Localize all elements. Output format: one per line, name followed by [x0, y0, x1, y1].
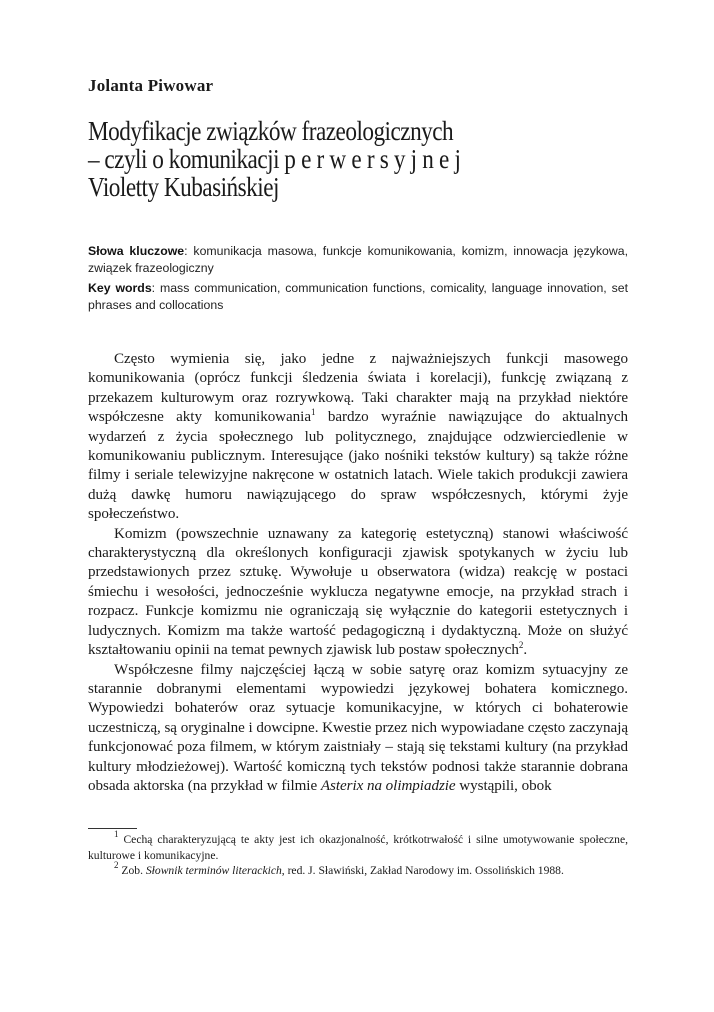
footnote-2-text-b: , red. J. Sławiński, Zakład Narodowy im. Ossolińskich 1988. — [281, 864, 564, 877]
title-line-1: Modyfikacje związków frazeologicznych — [88, 116, 454, 146]
paragraph-2-text-b: . — [523, 642, 528, 659]
paragraph-1-text-b: bardzo wyraźnie nawiązujące do aktualnych wydarzeń z życia społecznego lub politycznego, znajdujące odzwierciedlenie w komunikowaniu publicznym. Interesujące (jako nośniki tekstów kultury) są także różne filmy i seriale telewizyjne nakręcone w ostatnich latach. Wiele takich produkcji zawiera dużą dawkę humoru nawiązującego do spraw współczesnych, którymi żyje społeczeństwo. — [88, 409, 628, 523]
body-paragraph-1 — [88, 350, 628, 525]
title-line-3: Violetty Kubasińskiej — [88, 172, 279, 202]
keywords-english — [88, 280, 628, 313]
footnote-1 — [88, 829, 628, 863]
footnote-1-paragraph — [88, 829, 628, 863]
title-line-2-spaced: perwersyjnej — [284, 144, 467, 174]
body-paragraph-2 — [88, 525, 628, 661]
keywords-polish-text: : komunikacja masowa, funkcje komunikowania, komizm, innowacja językowa, związek frazeologiczny — [88, 244, 628, 275]
footnote-divider — [88, 828, 137, 829]
footnote-2-book-title: Słownik terminów literackich — [145, 864, 282, 877]
footnote-ref-2: 2 — [518, 640, 524, 651]
keywords-english-label: Key words — [88, 281, 152, 295]
keywords-polish-label: Słowa kluczowe — [88, 244, 185, 258]
author-name: Jolanta Piwowar — [88, 76, 214, 95]
paragraph-3-text-a: Współczesne filmy najczęściej łączą w sobie satyrę oraz komizm sytuacyjny ze starannie dobranymi elementami wypowiedzi językowej bohatera komicznego. Wypowiedzi bohaterów oraz sytuacje komunikacyjne, w których ci bohaterowie uczestniczą, są oryginalne i dowcipne. Kwestie przez nich wypowiadane często zaczynają funkcjonować poza filmem, w którym zaistniały – stają się tekstami kultury (na przykład kultury młodzieżowej). Wartość komiczną tych tekstów podnosi także starannie dobrana obsada aktorska (na przykład w filmie — [88, 661, 628, 794]
paragraph-2-text-a: Komizm (powszechnie uznawany za kategorię estetyczną) stanowi właściwość charakterystyczną dla określonych konfiguracji zjawisk spotykanych w życiu lub przedstawionych przez sztukę. Wywołuje u obserwatora (widza) reakcję w postaci śmiechu i wesołości, jednocześnie wyklucza negatywne emocje, na przykład strach i rozpacz. Funkcje komizmu nie ograniczają się wyłącznie do kategorii estetycznych i ludycznych. Komizm ma także wartość pedagogiczną i dydaktyczną. Może on służyć kształtowaniu opinii na temat pewnych zjawisk lub postaw społecznych — [88, 525, 628, 659]
article-title — [88, 117, 570, 201]
footnote-1-text: Cechą charakteryzującą te akty jest ich okazjonalność, krótkotrwałość i silne umotywowanie społeczne, kulturowe i komunikacyjne. — [88, 833, 628, 862]
paragraph-1-text-a: Często wymienia się, jako jedne z najważniejszych funkcji masowego komunikowania (oprócz funkcji śledzenia świata i korelacji), funkcję związaną z przekazem kulturowym oraz rozrywkową. Taki charakter mają na przykład niektóre współczesne akty komunikowania — [88, 351, 628, 426]
footnote-ref-1: 1 — [310, 407, 316, 418]
footnote-2-text-a: Zob. — [118, 864, 146, 877]
keywords-polish — [88, 243, 628, 276]
keywords-english-text: : mass communication, communication functions, comicality, language innovation, set phrases and collocations — [88, 281, 629, 312]
footnote-2-number: 2 — [114, 860, 119, 870]
footnote-2-paragraph — [88, 860, 628, 879]
footnote-1-number: 1 — [114, 829, 119, 839]
article-body — [88, 350, 628, 796]
title-line-2 — [88, 145, 570, 173]
film-title: Asterix na olimpiadzie — [320, 777, 456, 794]
title-line-2-prefix: – czyli o komunikacji — [88, 144, 285, 174]
paragraph-3-text-b: wystąpili, obok — [455, 777, 552, 794]
footnote-2 — [88, 860, 628, 879]
body-paragraph-3 — [88, 661, 628, 797]
